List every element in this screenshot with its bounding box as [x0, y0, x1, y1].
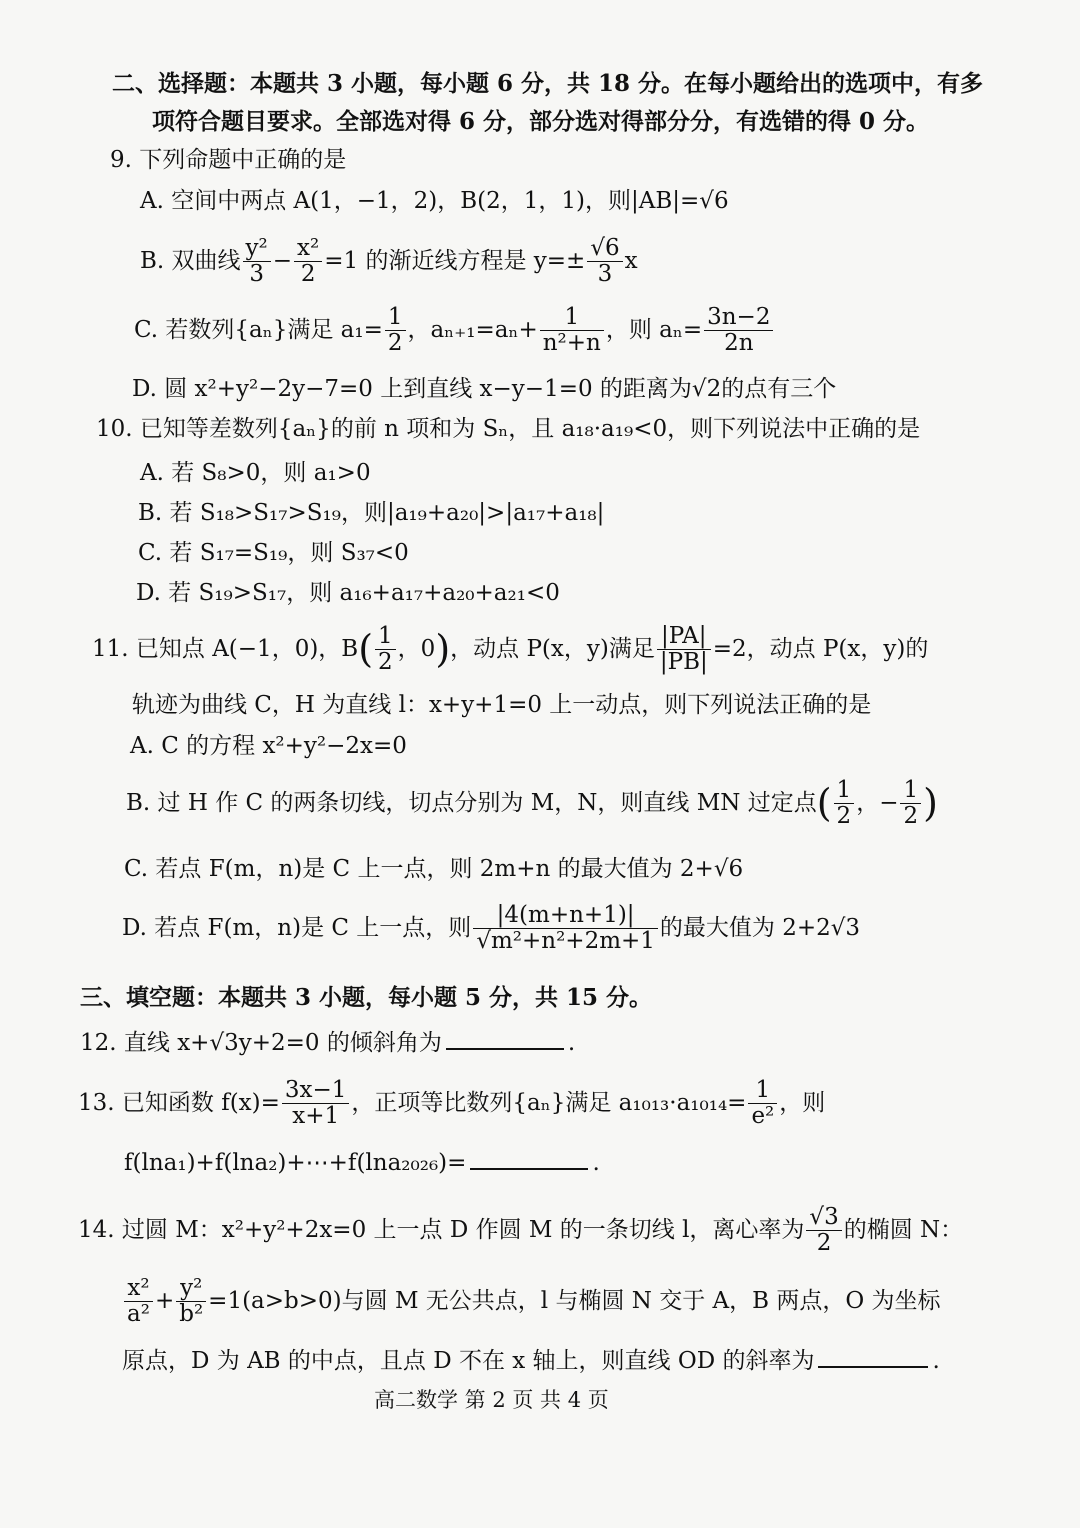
section-2-heading-line2: 项符合题目要求。全部选对得 6 分，部分选对得部分分，有选错的得 0 分。: [152, 108, 930, 135]
fraction: $\frac{3n-2}{2n}$: [704, 305, 773, 357]
q11-option-d: D. 若点 F(m，n)是 C 上一点，则 $\frac{|4(m+n+1)|}{\text{√m²+n²+2m+1}}$ 的最大值为 2+2√3: [122, 902, 861, 955]
answer-blank[interactable]: [470, 1167, 588, 1170]
fraction: $\frac{1}{2}$: [375, 624, 396, 676]
q11-option-b: B. 过 H 作 C 的两条切线，切点分别为 M，N，则直线 MN 过定点( $\frac{1}{2}$ ，− $\frac{1}{2}$ ): [126, 777, 938, 830]
q14-line3: 原点，D 为 AB 的中点，且点 D 不在 x 轴上，则直线 OD 的斜率为 .: [122, 1348, 940, 1374]
fraction: $\frac{|PA|}{|PB|}$: [657, 624, 711, 676]
fraction: $\frac{1}{2}$: [900, 778, 921, 830]
fraction: $\frac{|4(m+n+1)|}{\text{√m²+n²+2m+1}}$: [473, 903, 658, 955]
fraction: $\frac{3x-1}{x+1}$: [282, 1078, 350, 1130]
section-3-heading: 三、填空题：本题共 3 小题，每小题 5 分，共 15 分。: [80, 984, 653, 1011]
q11-option-a: A. C 的方程 x²+y²−2x=0: [130, 733, 407, 759]
fraction: $\frac{\text{x²}}{\text{a²}}$: [124, 1276, 153, 1328]
q9-option-c: C. 若数列{aₙ}满足 a₁= $\frac{1}{2}$ ，aₙ₊₁=aₙ+ $\frac{1}{\text{n²+n}}$ ，则 aₙ= $\frac{3n-2}{2n}$: [134, 305, 775, 357]
fraction: $\frac{\text{y²}}{\text{b²}}$: [176, 1276, 206, 1328]
q9-option-a: A. 空间中两点 A(1，−1，2)，B(2，1，1)，则|AB|=√6: [140, 188, 729, 214]
q13-line2: f(lna₁)+f(lna₂)+⋯+f(lna₂₀₂₆)= .: [124, 1150, 600, 1176]
q9-stem: 9. 下列命题中正确的是: [110, 147, 347, 173]
section-2-heading-line1: 二、选择题：本题共 3 小题，每小题 6 分，共 18 分。在每小题给出的选项中，有多: [112, 70, 984, 97]
fraction: $\frac{√6}{3}$: [587, 236, 622, 288]
fraction: $\frac{\text{y²}}{3}$: [243, 236, 271, 288]
q9-option-d: D. 圆 x²+y²−2y−7=0 上到直线 x−y−1=0 的距离为√2的点有三个: [132, 376, 837, 402]
page-footer: 高二数学 第 2 页 共 4 页: [374, 1388, 609, 1412]
fraction: $\frac{1}{\text{n²+n}}$: [540, 305, 604, 357]
fraction: $\frac{\text{x²}}{2}$: [294, 236, 322, 288]
fraction: $\frac{√3}{2}$: [806, 1205, 841, 1257]
q11-stem-line2: 轨迹为曲线 C，H 为直线 l：x+y+1=0 上一动点，则下列说法正确的是: [132, 692, 872, 718]
fraction: $\frac{1}{\text{e²}}$: [748, 1078, 777, 1130]
q10-option-a: A. 若 S₈>0，则 a₁>0: [140, 460, 371, 486]
q14: 14. 过圆 M：x²+y²+2x=0 上一点 D 作圆 M 的一条切线 l，离心率为 $\frac{√3}{2}$ 的椭圆 N：: [78, 1204, 964, 1257]
fraction: $\frac{1}{2}$: [385, 305, 406, 357]
q10-option-b: B. 若 S₁₈>S₁₇>S₁₉，则|a₁₉+a₂₀|>|a₁₇+a₁₈|: [138, 500, 605, 526]
fraction: $\frac{1}{2}$: [834, 778, 855, 830]
q11-option-c: C. 若点 F(m，n)是 C 上一点，则 2m+n 的最大值为 2+√6: [124, 856, 744, 882]
answer-blank[interactable]: [446, 1047, 564, 1050]
q9-option-b: B. 双曲线 $\frac{\text{y²}}{3}$ − $\frac{\text{x²}}{2}$ =1 的渐近线方程是 y=± $\frac{√6}{3}$ x: [140, 235, 638, 288]
q12: 12. 直线 x+√3y+2=0 的倾斜角为 .: [80, 1030, 576, 1056]
answer-blank[interactable]: [818, 1365, 928, 1368]
q14-line2: $\frac{\text{x²}}{\text{a²}}$ + $\frac{\text{y²}}{\text{b²}}$ =1(a>b>0)与圆 M 无公共点，l 与椭圆 N 交于 A，B 两点，O 为坐标: [122, 1276, 941, 1328]
q10-stem: 10. 已知等差数列{aₙ}的前 n 项和为 Sₙ，且 a₁₈·a₁₉<0，则下列说法中正确的是: [96, 416, 921, 442]
q10-option-d: D. 若 S₁₉>S₁₇，则 a₁₆+a₁₇+a₂₀+a₂₁<0: [136, 580, 560, 606]
q11-stem: 11. 已知点 A(−1，0)，B( $\frac{1}{2}$ ，0)，动点 P(x，y)满足 $\frac{|PA|}{|PB|}$ =2，动点 P(x，y)的: [92, 623, 929, 676]
q13: 13. 已知函数 f(x)= $\frac{3x-1}{x+1}$ ，正项等比数列{aₙ}满足 a₁₀₁₃·a₁₀₁₄= $\frac{1}{\text{e²}}$ ，则: [78, 1077, 826, 1130]
q10-option-c: C. 若 S₁₇=S₁₉，则 S₃₇<0: [138, 540, 409, 566]
